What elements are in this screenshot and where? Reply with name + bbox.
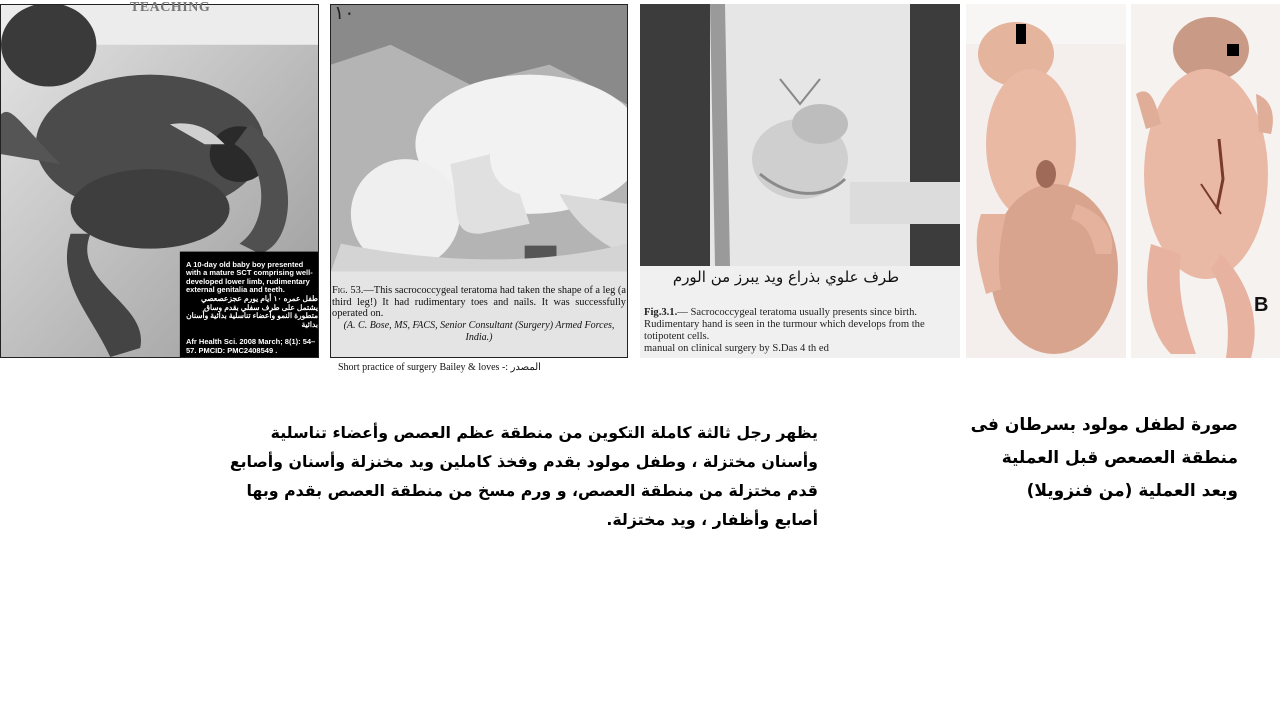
photo-label-b: B — [1254, 294, 1269, 316]
side-description-paragraph: صورة لطفل مولود بسرطان فى منطقة العصعص قبل العملية وبعد العملية (من فنزويلا) — [970, 415, 1238, 501]
photo2-credit: (A. C. Bose, MS, FACS, Senior Consultant (Surgery) Armed Forces, India.) — [343, 320, 615, 343]
photo-stamp-text: TEACHING — [130, 0, 211, 15]
photo3-caption — [644, 295, 962, 355]
photo-infant-before-surgery — [966, 4, 1126, 358]
photo2-caption-rest: —This sacrococcygeal teratoma had taken the shape of a leg (a third leg!) It had rudimentary toes and nails. It was successfully operated on. — [332, 284, 626, 320]
main-description-paragraph: يظهر رجل ثالثة كاملة التكوين من منطقة عظم العصص وأعضاء تناسلية وأسنان مختزلة ، وطفل مولود بقدم وفخذ كاملين ويد مخنزلة وأسنان وأصابع قدم مختزلة من منطقة العصص، و ورم مسخ من منطقة العصص بقدم وبها أصابع وأظفار ، ويد مختزلة. — [229, 423, 818, 529]
figure-number: ١٠ — [334, 3, 355, 24]
infant-tumor-illustration — [966, 4, 1126, 358]
photo2-source: Short practice of surgery Bailey & loves -: المصدر — [338, 361, 541, 373]
photo1-caption-ar: طفل عمره ١٠ أيام يورم عجزعصعصي يشتمل على طرف سفلي بقدم وساق متطورة النمو وأعضاء تناسلية بدائية وأسنان بدائية — [186, 293, 318, 329]
photo3-fig-label: Fig.3.1. — [644, 307, 678, 318]
photo2-caption — [332, 273, 626, 385]
photo3-caption-ar: طرف علوي بذراع ويد يبرز من الورم — [672, 268, 900, 286]
photo1-caption-en: A 10-day old baby boy presented with a mature SCT comprising well-developed lower limb, rudimentary external genitalia and teeth. — [186, 259, 313, 295]
photo1-caption — [186, 252, 318, 355]
photo2-fig-label: Fig. 53. — [332, 284, 364, 296]
photo1-citation: Afr Health Sci. 2008 March; 8(1): 54–57. PMCID: PMC2408549 . — [186, 336, 316, 355]
photo3-source: manual on clinical surgery by S.Das 4 th ed — [644, 343, 829, 354]
photo3-caption-en: — Sacrococcygeal teratoma usually presents since birth. Rudimentary hand is seen in the turmour which develops from the totipotent cells. — [644, 307, 925, 342]
